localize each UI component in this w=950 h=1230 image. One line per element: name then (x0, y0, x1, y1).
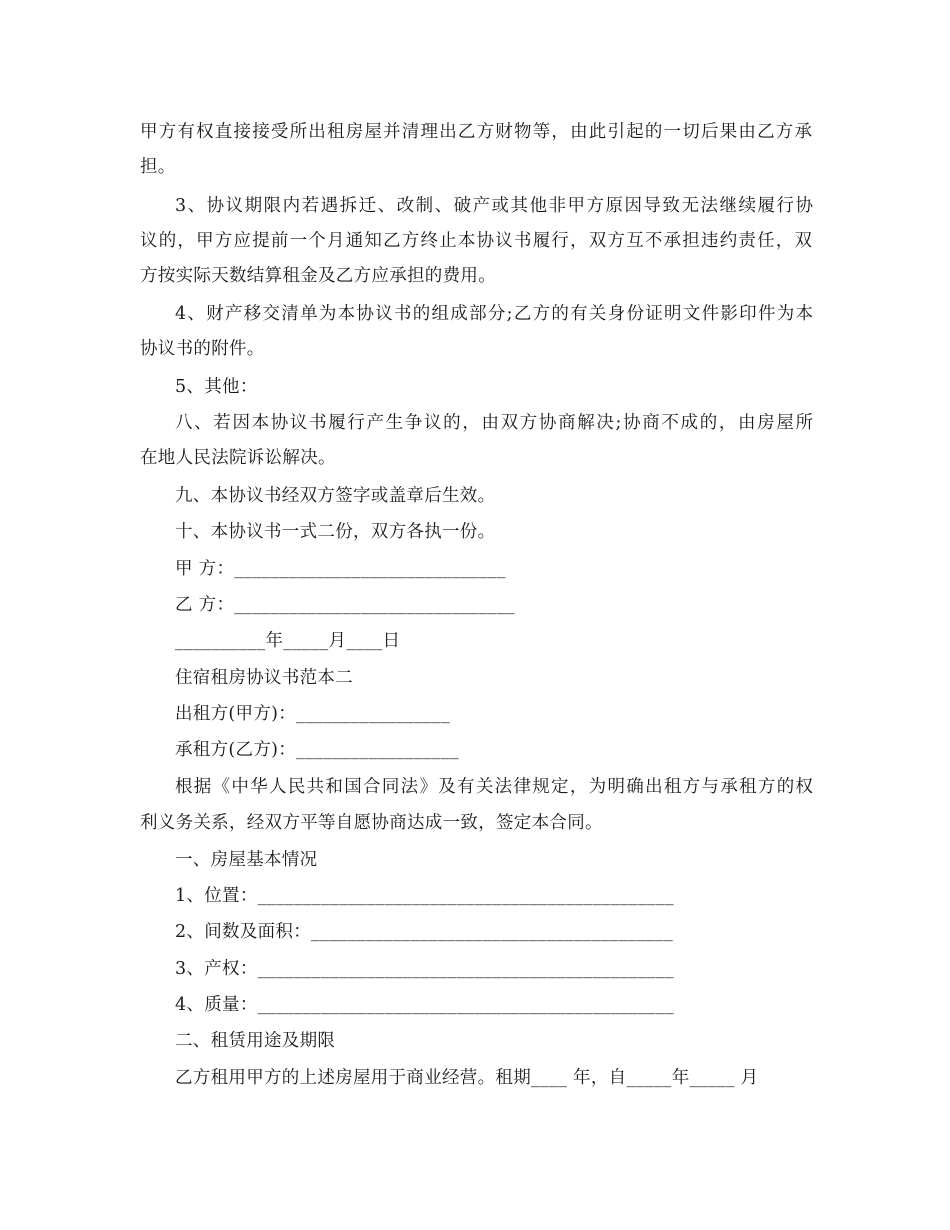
text-line: 根据《中华人民共和国合同法》及有关法律规定，为明确出租方与承租方的权 (175, 777, 813, 797)
text-line: 方按实际天数结算租金及乙方应承担的费用。 (140, 266, 496, 286)
section-title: 住宿租房协议书范本二 (175, 668, 353, 688)
text-line: 议的，甲方应提前一个月通知乙方终止本协议书履行，双方互不承担违约责任，双 (140, 231, 812, 251)
text-line: 乙方租用甲方的上述房屋用于商业经营。租期____ 年，自_____年_____ 月 (175, 1068, 759, 1088)
text-line: 协议书的附件。 (140, 339, 265, 359)
date-line: __________年_____月____日 (175, 631, 401, 651)
lessor-line: 出租方(甲方)：_________________ (175, 704, 450, 724)
text-line: 5、其他： (175, 377, 258, 397)
signature-line-party-b: 乙 方：_______________________________ (175, 595, 515, 615)
text-line: 担。 (140, 157, 176, 177)
text-line: 九、本协议书经双方签字或盖章后生效。 (175, 486, 496, 506)
text-line: 甲方有权直接接受所出租房屋并清理出乙方财物等，由此引起的一切后果由乙方承 (140, 122, 812, 142)
section-heading: 二、租赁用途及期限 (175, 1031, 336, 1051)
ownership-line: 3、产权：______________________________________________ (175, 959, 674, 979)
rooms-area-line: 2、间数及面积：________________________________________ (175, 922, 674, 942)
quality-line: 4、质量：______________________________________________ (175, 995, 674, 1015)
text-line: 在地人民法院诉讼解决。 (140, 448, 336, 468)
location-line: 1、位置：______________________________________________ (175, 886, 674, 906)
text-line: 八、若因本协议书履行产生争议的，由双方协商解决;协商不成的，由房屋所 (175, 413, 813, 433)
text-line: 十、本协议书一式二份，双方各执一份。 (175, 522, 496, 542)
signature-line-party-a: 甲 方：______________________________ (175, 559, 506, 579)
text-line: 3、协议期限内若遇拆迁、改制、破产或其他非甲方原因导致无法继续履行协 (175, 196, 813, 216)
text-line: 4、财产移交清单为本协议书的组成部分;乙方的有关身份证明文件影印件为本 (175, 304, 813, 324)
section-heading: 一、房屋基本情况 (175, 850, 318, 870)
lessee-line: 承租方(乙方)：__________________ (175, 740, 459, 760)
text-line: 利义务关系，经双方平等自愿协商达成一致，签定本合同。 (140, 813, 603, 833)
